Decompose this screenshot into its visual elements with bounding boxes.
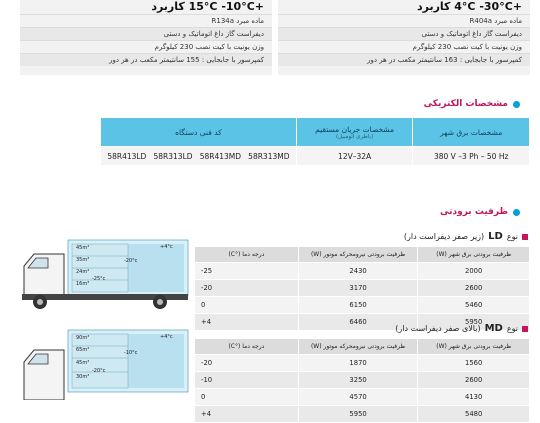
spec-line: وزن یونیت با کیت نصب 230 کیلوگرم: [278, 40, 530, 53]
header-city-power: مشخصات برق شهر: [413, 118, 530, 147]
zone-label: 90m³: [76, 335, 90, 341]
zone-label: 65m³: [76, 347, 90, 353]
md-subtitle: نوع MD (بالای صفر دیفراست دار): [395, 323, 528, 334]
bullet-dot-icon: [513, 101, 520, 108]
square-bullet-icon: [522, 234, 528, 240]
zone-label: 30m³: [76, 374, 90, 380]
table-row: 0 4570 4130: [195, 389, 530, 406]
temp-label: +4°c: [160, 244, 173, 250]
table-row: -25 2430 2000: [195, 263, 530, 280]
spec-line: کمپرسور با جابجایی : 163 سانتیمتر مکعب در هر دور: [278, 53, 530, 66]
header-city: ظرفیت برودتی برق شهر (W): [418, 247, 530, 263]
table-row: 0 6150 5460: [195, 297, 530, 314]
table-row: -20 1870 1560: [195, 355, 530, 372]
zone-label: 16m³: [76, 281, 90, 287]
square-bullet-icon: [522, 326, 528, 332]
table-row: +4 6460 5950: [195, 314, 530, 331]
header-model-code: کد فنی دستگاه: [101, 118, 297, 147]
md-capacity-table: [194, 338, 530, 423]
dc-cell: 12V–32A: [296, 147, 413, 166]
bullet-dot-icon: [513, 209, 520, 216]
table-row: +4 5950 5480: [195, 406, 530, 423]
zone-label: 45m³: [76, 245, 90, 251]
zone-label: 35m³: [76, 257, 90, 263]
spec-box-r134a: [20, 0, 272, 75]
temp-label: -25°c: [92, 276, 106, 282]
header-temp: درجه دما (°C): [195, 247, 299, 263]
spec-line: دیفراست گاز داغ اتوماتیک و دستی: [20, 27, 272, 40]
header-engine: ظرفیت برودتی نیرومحرکه موتور (W): [298, 339, 418, 355]
temp-range: +15°C -10°C کاربرد: [151, 0, 264, 13]
table-row: -20 3170 2600: [195, 280, 530, 297]
header-temp: درجه دما (°C): [195, 339, 299, 355]
header-dc: مشخصات جریان مستقیم (باطری اتومبیل): [296, 118, 413, 147]
table-row: -10 3250 2600: [195, 372, 530, 389]
city-power-cell: 380 V –3 Ph – 50 Hz: [413, 147, 530, 166]
temp-label: -20°c: [92, 368, 106, 374]
temp-label: +4°c: [160, 334, 173, 340]
truck-illustration-md: [20, 328, 190, 400]
zone-label: 45m³: [76, 360, 90, 366]
models-cell: 58R413LD 58R313LD 58R413MD 58R313MD: [101, 147, 297, 166]
capacity-section-title: ظرفیت برودتی: [440, 207, 520, 217]
electrical-section-title: مشخصات الکتریکی: [424, 99, 520, 109]
ld-subtitle: نوع LD (زیر صفر دیفراست دار): [404, 231, 528, 242]
spec-line: ماده مبرد R134a: [20, 14, 272, 27]
header-city: ظرفیت برودتی برق شهر (W): [418, 339, 530, 355]
spec-line: وزن یونیت با کیت نصب 230 کیلوگرم: [20, 40, 272, 53]
electrical-table: [100, 117, 530, 166]
spec-box-r404a: [278, 0, 530, 75]
header-engine: ظرفیت برودتی نیرومحرکه موتور (W): [298, 247, 418, 263]
spec-line: ماده مبرد R404a: [278, 14, 530, 27]
truck-illustration-ld: [20, 238, 190, 310]
spec-line: کمپرسور با جابجایی : 155 سانتیمتر مکعب در هر دور: [20, 53, 272, 66]
zone-label: 24m³: [76, 269, 90, 275]
temp-range: +4°C -30°C کاربرد: [416, 0, 522, 13]
spec-line: دیفراست گاز داغ اتوماتیک و دستی: [278, 27, 530, 40]
ld-capacity-table: [194, 246, 530, 331]
temp-label: -10°c: [124, 350, 138, 356]
temp-label: -20°c: [124, 258, 138, 264]
